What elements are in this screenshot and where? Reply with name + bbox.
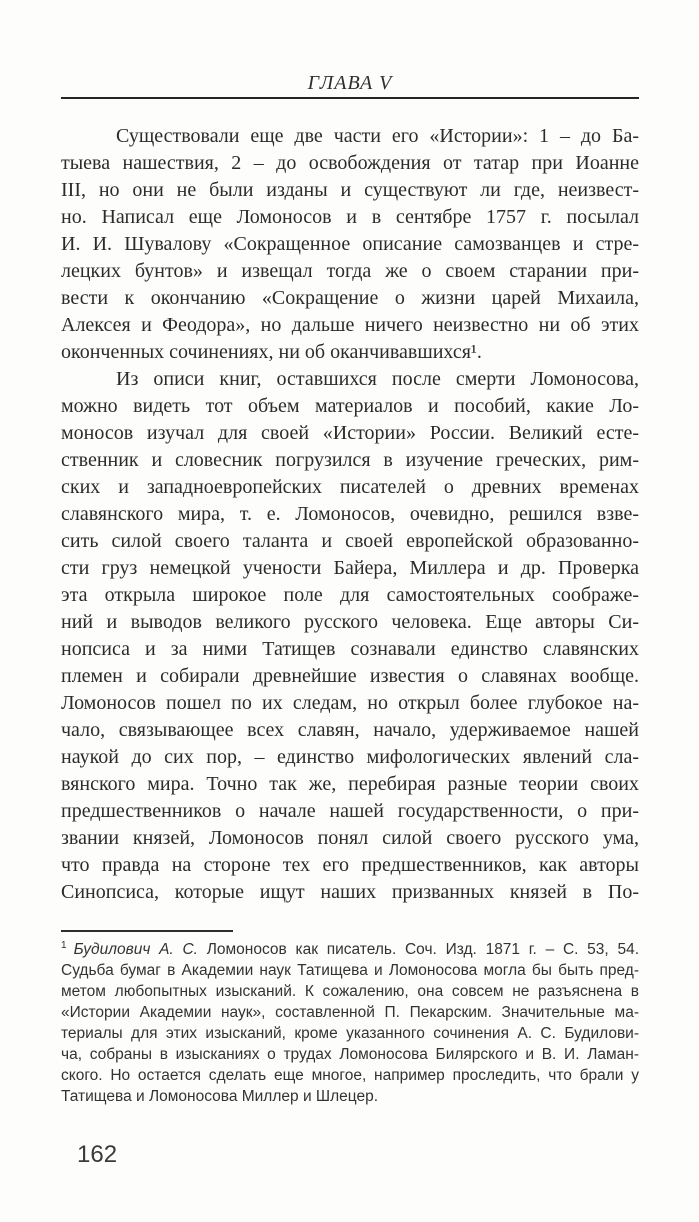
footnote-line: «Истории Академии наук», составленной П. Пекарским. Значительные ма- bbox=[61, 1004, 639, 1021]
footnote-author: Будилович А. С. bbox=[73, 941, 198, 958]
body-line: ских и западноевропейских писателей о древних временах bbox=[61, 476, 639, 498]
footnote-line: териалы для этих изысканий, кроме указанного сочинения А. С. Будилови- bbox=[61, 1025, 639, 1042]
footnote-first-line-text: Ломоносов как писатель. Соч. Изд. 1871 г. – С. 53, 54. bbox=[206, 941, 639, 958]
body-line: можно видеть тот объем материалов и пособий, какие Ло- bbox=[61, 395, 639, 417]
body-line: чало, связывающее всех славян, начало, удерживаемое нашей bbox=[61, 719, 639, 741]
body-line: вести к окончанию «Сокращение о жизни царей Михаила, bbox=[61, 287, 639, 309]
body-line: но. Написал еще Ломоносов и в сентябре 1757 г. посылал bbox=[61, 206, 639, 228]
body-line: ний и выводов великого русского человека. Еще авторы Си- bbox=[61, 611, 639, 633]
body-line: эта открыла широкое поле для самостоятельных соображе- bbox=[61, 584, 639, 606]
body-line: сить силой своего таланта и своей европейской образованно- bbox=[61, 530, 639, 552]
body-line: моносов изучал для своей «Истории» России. Великий есте- bbox=[61, 422, 639, 444]
footnote-marker: 1 bbox=[61, 939, 67, 951]
body-line: вянского мира. Точно так же, перебирая разные теории своих bbox=[61, 773, 639, 795]
body-line: наукой до сих пор, – единство мифологических явлений сла- bbox=[61, 746, 639, 768]
footnote-line: Татищева и Ломоносова Миллер и Шлецер. bbox=[61, 1088, 379, 1105]
chapter-heading: ГЛАВА V bbox=[307, 72, 393, 94]
body-line: Из описи книг, оставшихся после смерти Ломоносова, bbox=[116, 368, 639, 390]
body-line: Алексея и Феодора», но дальше ничего неизвестно ни об этих bbox=[61, 314, 639, 336]
body-line: И. И. Шувалову «Сокращенное описание самозванцев и стре- bbox=[61, 233, 639, 255]
footnote bbox=[61, 930, 639, 1107]
body-line: ственник и словесник погрузился в изучение греческих, рим- bbox=[61, 449, 639, 471]
header-rule bbox=[61, 97, 639, 99]
body-line: сти груз немецкой учености Байера, Миллера и др. Проверка bbox=[61, 557, 639, 579]
body-line: нопсиса и за ними Татищев сознавали единство славянских bbox=[61, 638, 639, 660]
body-line: что правда на стороне тех его предшественников, как авторы bbox=[61, 854, 639, 876]
body-line: племен и собирали древнейшие известия о славянах вообще. bbox=[61, 665, 639, 687]
paragraph bbox=[61, 123, 639, 366]
paragraph bbox=[61, 366, 639, 906]
body-line: звании князей, Ломоносов понял силой своего русского ума, bbox=[61, 827, 639, 849]
body-line: тыева нашествия, 2 – до освобождения от татар при Иоанне bbox=[61, 152, 639, 174]
footnote-line: метом любопытных изысканий. К сожалению, она совсем не разъяснена в bbox=[61, 983, 639, 1000]
footnote-line: Судьба бумаг в Академии наук Татищева и Ломоносова могла бы быть пред- bbox=[61, 962, 639, 979]
body-line: III, но они не были изданы и существуют ли где, неизвест- bbox=[61, 179, 639, 201]
footnote-line bbox=[61, 939, 639, 960]
body-line: лецких бунтов» и извещал тогда же о своем старании при- bbox=[61, 260, 639, 282]
body-line: славянского мира, т. е. Ломоносов, очевидно, решился взве- bbox=[61, 503, 639, 525]
body-line: предшественников о начале нашей государственности, о при- bbox=[61, 800, 639, 822]
body-text bbox=[61, 123, 639, 906]
footnote-lines bbox=[61, 960, 639, 1107]
footnote-line: ского. Но остается сделать еще многое, например проследить, что брали у bbox=[61, 1067, 639, 1084]
body-line: Существовали еще две части его «Истории»: 1 – до Ба- bbox=[116, 125, 639, 147]
footnote-separator-rule bbox=[61, 930, 233, 932]
body-line: Синопсиса, которые ищут наших призванных князей в По- bbox=[61, 881, 639, 903]
body-line: оконченных сочинениях, ни об оканчивавшихся¹. bbox=[61, 341, 482, 363]
page-number: 162 bbox=[77, 1141, 118, 1168]
body-line: Ломоносов пошел по их следам, но открыл более глубокое на- bbox=[61, 692, 639, 714]
footnote-line: ча, собраны в изысканиях о трудах Ломоносова Билярского и В. И. Ламан- bbox=[61, 1046, 639, 1063]
